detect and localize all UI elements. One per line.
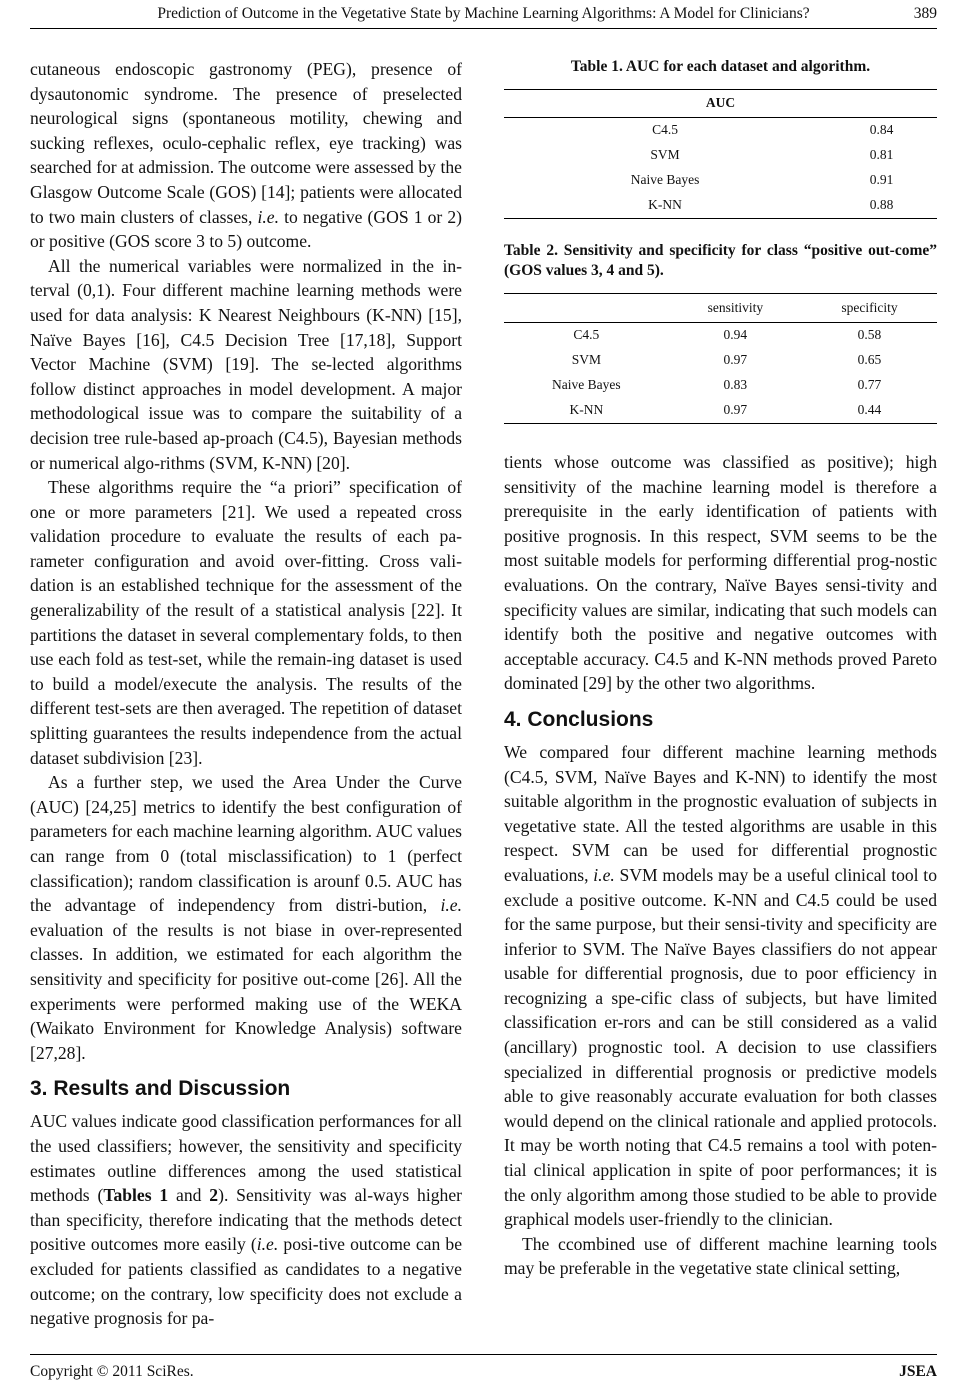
table-auc xyxy=(504,89,937,219)
copyright-text: Copyright © 2011 SciRes. xyxy=(30,1363,194,1380)
table2-caption: Table 2. Sensitivity and specificity for class “positive out-come” (GOS values 3, 4 and 5). xyxy=(504,242,937,279)
paragraph-conclusions-2: The ccombined use of different machine learning tools may be preferable in the vegetative state clinical setting, xyxy=(504,1233,937,1279)
table-row: C4.5 0.84 xyxy=(652,122,894,138)
table-sensitivity-specificity xyxy=(504,293,937,424)
table-row: K-NN 0.97 0.44 xyxy=(504,398,937,424)
journal-name: JSEA xyxy=(899,1363,937,1380)
table-row: SVM 0.81 xyxy=(650,147,894,163)
running-title: Prediction of Outcome in the Vegetative State by Machine Learning Algorithms: A Model for Clinicians? xyxy=(157,5,810,22)
table-row: SVM 0.97 0.65 xyxy=(571,352,882,368)
table-row: C4.5 0.94 0.58 xyxy=(573,327,882,343)
table-row: Naive Bayes 0.91 xyxy=(630,172,894,188)
paragraph-methods-3: These algorithms require the “a priori” specification of one or more parameters [21]. We used a repeated cross validation procedure to evaluate the results of each pa-rameter configuration and avoid over-fitting. Cross vali-dation is an established technique for the assessment of the generalizability of the result of a statistical analysis [22]. It partitions the dataset in several complementary folds, to then use each fold as test-set, while the remain-ing dataset is used to build a model/execute the analysis. The results of the different test-sets are then averaged. The repetition of dataset splitting guarantees the results independence from the actual dataset subdivision [23]. xyxy=(30,477,462,768)
page-number: 389 xyxy=(913,5,937,22)
paragraph-methods-4: As a further step, we used the Area Under the Curve (AUC) [24,25] metrics to identify the best configuration of parameters for each machine learning algorithm. AUC values can range from 0 (total misclassification) to 1 (perfect classification); random classification is arounf 0.5. AUC has the advantage of independency from distri-bution, i.e. evaluation of the results is not biase in over-represented classes. In addition, we estimated for each algorithm the sensitivity and specificity for positive out-come [26]. All the experiments were performed making use of the WEKA (Waikato Environment for Knowledge Analysis) software [27,28]. xyxy=(30,772,462,1063)
footer-rule xyxy=(30,1354,937,1355)
table1-header: AUC xyxy=(504,90,937,118)
paragraph-results-2: tients whose outcome was classified as positive); high sensitivity of the machine learning model is therefore a prerequisite in the early identification of patients with positive prognosis. In this respect, SVM seems to be the most suitable models for performing differential prog-nostic evaluations. On the contrary, Naïve Bayes sensi-tivity and specificity values are similar, indicating that such models can identify both the positive and negative outcomes with acceptable accuracy. C4.5 and K-NN methods proved Pareto dominated [29] by the other two algorithms. xyxy=(504,452,937,694)
table2-header-blank xyxy=(504,294,669,323)
paragraph-methods-2: All the numerical variables were normalized in the in-terval (0,1). Four different machine learning methods were used for data analysis: K Nearest Neighbours (K-NN) [15], Naïve Bayes [16], C4.5 Decision Tree [17,18], Support Vector Machine (SVM) [19]. The se-lected algorithms follow distinct approaches in model development. A major methodological issue was to compare the suitability of a decision tree rule-based ap-proach (C4.5), Bayesian methods or numerical algo-rithms (SVM, K-NN) [20]. xyxy=(30,255,462,473)
left-column xyxy=(30,57,462,1331)
paragraph-methods-1: cutaneous endoscopic gastronomy (PEG), presence of dysautonomic syndrome. The presence of preselected neurological signs (spontaneous motility, chewing and sucking reflexes, oculo-cephalic reflex, eye tracking) was searched for at admission. The outcome were assessed by the Glasgow Outcome Scale (GOS) [14]; patients were allocated to two main clusters of classes, i.e. to negative (GOS 1 or 2) or positive (GOS score 3 to 5) outcome. xyxy=(30,59,462,252)
table2-header-sensitivity: sensitivity xyxy=(669,294,802,323)
section-heading-results: 3. Results and Discussion xyxy=(30,1077,291,1101)
section-heading-conclusions: 4. Conclusions xyxy=(504,707,654,731)
table2-header-specificity: specificity xyxy=(802,294,937,323)
table1-caption: Table 1. AUC for each dataset and algorithm. xyxy=(570,58,871,75)
table-row: K-NN 0.88 xyxy=(504,193,937,219)
right-column xyxy=(504,57,937,1281)
table-row: Naive Bayes 0.83 0.77 xyxy=(552,377,882,393)
paragraph-conclusions-1: We compared four different machine learning methods (C4.5, SVM, Naïve Bayes and K-NN) to identify the most suitable algorithm in the prognostic evaluation of subjects in vegetative state. All the tested algorithms are usable in this respect. SVM can be used for differential prognostic evaluations, i.e. SVM models may be a useful clinical tool to exclude a positive outcome. K-NN and C4.5 could be used for the same purpose, but their sensi-tivity and specificity are inferior to SVM. The Naïve Bayes classifiers do not appear usable for differential prognosis, due to poor efficiency in recognizing a spe-cific class of subjects, but have limited classification er-rors and can be still considered as a valid (ancillary) prognostic tool. A decision to use classifiers specialized in differential prognosis or predictive models able to give reasonably accurate evaluation for both classes would depend on the clinical rationale and applied protocols. It may be worth noting that C4.5 remains a tool with poten-tial clinical application in spite of poor performances; it is the only algorithm among those studied to be able to provide graphical models user-friendly to the clinician. xyxy=(504,741,937,1230)
header-rule xyxy=(30,28,937,29)
paragraph-results-1: AUC values indicate good classification performances for all the used classifiers; however, the sensitivity and specificity estimates outline differences among the used statistical methods (Tables 1 and 2). Sensitivity was al-ways higher than specificity, therefore indicating that the methods detect positive outcomes more easily (i.e. posi-tive outcome can be excluded for patients classified as candidates to a negative outcome; on the contrary, low specificity does not exclude a negative prognosis for pa- xyxy=(30,1111,463,1329)
